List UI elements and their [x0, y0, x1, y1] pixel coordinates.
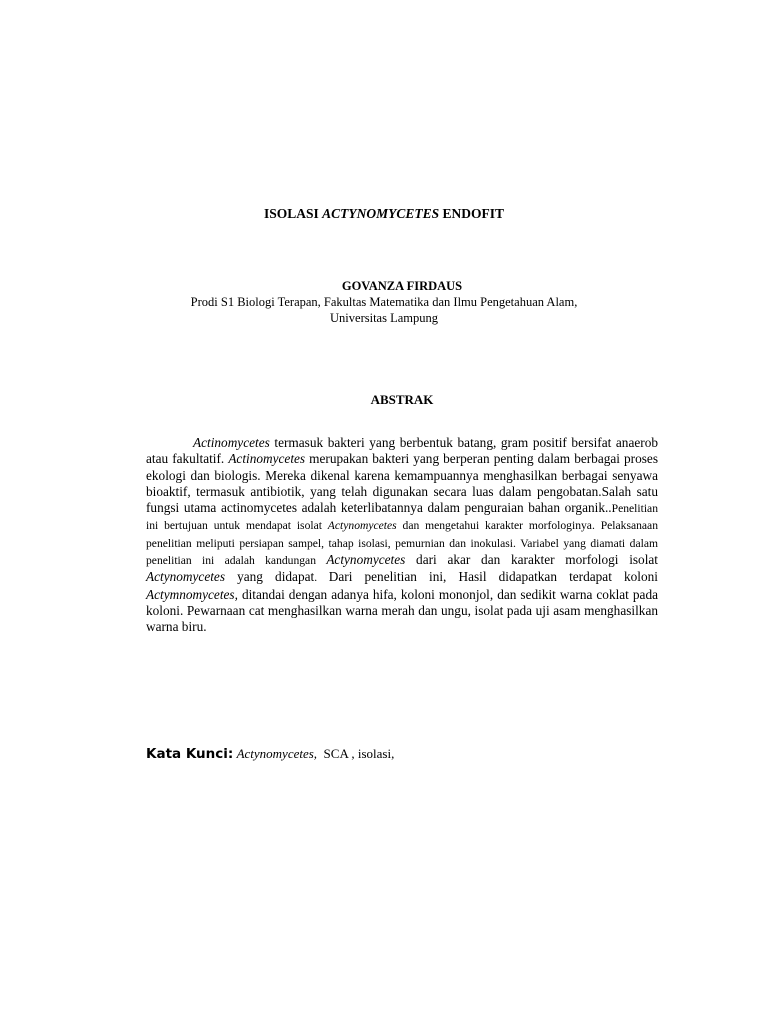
keyword-italic: Actynomycetes, — [236, 746, 318, 761]
abstract-text: termasuk bakteri yang berbentuk batang, gram positif bersifat anaerob atau fakultatif. — [146, 435, 658, 467]
abstract-heading: ABSTRAK — [370, 392, 434, 407]
abstract-text: . — [314, 571, 329, 585]
abstract-term: Actynomycetes — [327, 519, 397, 533]
affiliation — [0, 294, 768, 326]
paper-title — [0, 206, 768, 222]
keywords-label: Kata Kunci: — [146, 746, 234, 762]
abstract-text: dari akar dan karakter morfologi isolat — [405, 552, 658, 568]
abstract-text: Variabel yang diamati dalam penelitian ini adalah kandungan — [146, 536, 658, 568]
title-suffix: ENDOFIT — [439, 206, 505, 221]
author-name: GOVANZA FIRDAUS — [341, 279, 463, 293]
abstract-text: . — [591, 519, 601, 533]
abstract-term: Actynomycetes — [146, 569, 225, 585]
title-prefix: ISOLASI — [263, 206, 323, 221]
affiliation-line-1: Prodi S1 Biologi Terapan, Fakultas Matematika dan Ilmu Pengetahuan Alam, — [190, 295, 578, 309]
abstract-text: dan mengetahui karakter morfologinya — [396, 519, 592, 533]
abstract-text: . — [513, 536, 521, 550]
abstract-text: Pelaksanaan penelitian meliputi persiapan sampel, tahap isolasi, pemurnian dan inokulasi — [146, 519, 658, 550]
abstract-text: Dari penelitian ini, Hasil didapatkan terdapat koloni — [328, 569, 658, 585]
title-italic: ACTYNOMYCETES — [322, 206, 440, 221]
affiliation-line-2: Universitas Lampung — [330, 311, 438, 325]
abstract-term: Actynomycetes — [326, 552, 406, 568]
abstract-term: Actinomycetes — [228, 451, 306, 467]
abstract-text: Penelitian ini bertujuan untuk mendapat isolat — [146, 502, 658, 533]
abstract-text: ditandai dengan adanya hifa, koloni mononjol, dan sedikit warna coklat pada koloni. Pewarnaan cat menghasilkan warna merah dan ungu, isolat pada uji asam menghasilkan warna biru. — [146, 586, 658, 635]
abstract-term: Actinomycetes — [193, 435, 270, 450]
abstract-body — [146, 435, 658, 636]
keywords-line — [146, 746, 394, 762]
keywords-rest: SCA , isolasi, — [317, 746, 395, 761]
abstract-text: merupakan bakteri yang berperan penting dalam berbagai proses ekologi dan biologis. Mereka dikenal karena kemampuannya menghasilkan berbagai senyawa bioaktif, termasuk antibiotik, yang telah digunakan secara luas dalam pengobatan.Salah satu fungsi utama actinomycetes adalah keterlibatannya dalam penguraian bahan organik.. — [146, 451, 658, 516]
abstract-term: Actymnomycetes, — [146, 586, 238, 602]
abstract-text: yang didapat — [225, 569, 315, 585]
